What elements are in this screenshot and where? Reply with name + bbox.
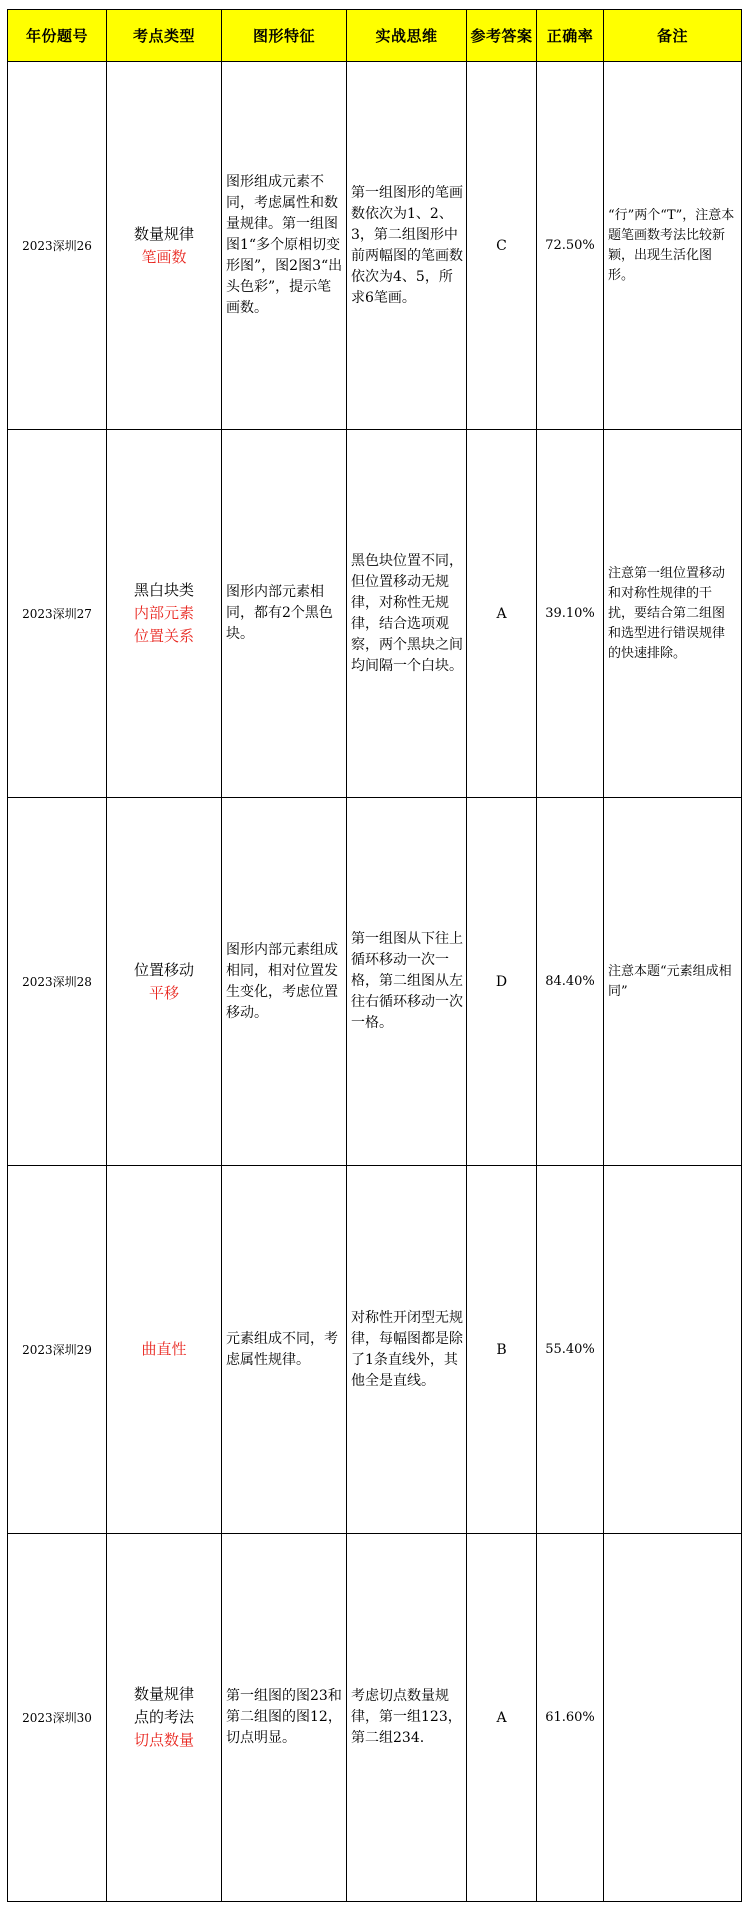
header-figure-feature: 图形特征 bbox=[222, 10, 347, 62]
cell-practical-thinking: 第一组图从下往上循环移动一次一格，第二组图从左往右循环移动一次一格。 bbox=[347, 798, 467, 1166]
table-row bbox=[8, 798, 742, 1166]
table-row bbox=[8, 1534, 742, 1902]
cell-accuracy: 55.40% bbox=[537, 1166, 604, 1534]
cell-reference-answer: D bbox=[467, 798, 537, 1166]
cell-notes bbox=[604, 1534, 742, 1902]
cell-topic-type bbox=[107, 430, 222, 798]
cell-notes bbox=[604, 1166, 742, 1534]
cell-practical-thinking: 对称性开闭型无规律，每幅图都是除了1条直线外，其他全是直线。 bbox=[347, 1166, 467, 1534]
header-reference-answer: 参考答案 bbox=[467, 10, 537, 62]
table-row bbox=[8, 1166, 742, 1534]
header-notes: 备注 bbox=[604, 10, 742, 62]
cell-topic-type bbox=[107, 1166, 222, 1534]
topic-keyword-highlight: 笔画数 bbox=[141, 247, 187, 266]
topic-keyword-highlight: 内部元素 bbox=[133, 604, 194, 622]
cell-reference-answer: A bbox=[467, 430, 537, 798]
header-year-question: 年份题号 bbox=[8, 10, 107, 62]
cell-reference-answer: C bbox=[467, 62, 537, 430]
cell-reference-answer: A bbox=[467, 1534, 537, 1902]
cell-practical-thinking: 考虑切点数量规律，第一组123，第二组234. bbox=[347, 1534, 467, 1902]
header-topic-type: 考点类型 bbox=[107, 10, 222, 62]
cell-figure-feature: 图形组成元素不同，考虑属性和数量规律。第一组图图1“多个原相切变形图”，图2图3“出头色彩”，提示笔画数。 bbox=[222, 62, 347, 430]
cell-figure-feature: 元素组成不同，考虑属性规律。 bbox=[222, 1166, 347, 1534]
cell-year-question: 2023深圳26 bbox=[8, 62, 107, 430]
cell-figure-feature: 图形内部元素相同，都有2个黑色块。 bbox=[222, 430, 347, 798]
topic-keyword-highlight: 曲直性 bbox=[141, 1340, 187, 1358]
cell-practical-thinking: 第一组图形的笔画数依次为1、2、3，第二组图形中前两幅图的笔画数依次为4、5，所求6笔画。 bbox=[347, 62, 467, 430]
cell-year-question: 2023深圳30 bbox=[8, 1534, 107, 1902]
topic-keyword-highlight: 平移 bbox=[148, 983, 179, 1002]
topic-category: 黑白块类 bbox=[133, 581, 194, 599]
cell-accuracy: 61.60% bbox=[537, 1534, 604, 1902]
cell-year-question: 2023深圳27 bbox=[8, 430, 107, 798]
header-row bbox=[8, 10, 742, 62]
cell-notes: 注意第一组位置移动和对称性规律的干扰，要结合第二组图和选型进行错误规律的快速排除。 bbox=[604, 430, 742, 798]
header-accuracy: 正确率 bbox=[537, 10, 604, 62]
topic-category: 数量规律 bbox=[133, 224, 194, 243]
cell-reference-answer: B bbox=[467, 1166, 537, 1534]
cell-figure-feature: 图形内部元素组成相同，相对位置发生变化，考虑位置移动。 bbox=[222, 798, 347, 1166]
cell-year-question: 2023深圳29 bbox=[8, 1166, 107, 1534]
exam-analysis-table bbox=[7, 9, 742, 1902]
topic-category: 位置移动 bbox=[133, 960, 194, 979]
cell-year-question: 2023深圳28 bbox=[8, 798, 107, 1166]
topic-category: 数量规律 bbox=[133, 1685, 194, 1703]
topic-category: 点的考法 bbox=[133, 1708, 194, 1726]
cell-topic-type bbox=[107, 62, 222, 430]
table-row bbox=[8, 430, 742, 798]
cell-topic-type bbox=[107, 798, 222, 1166]
cell-accuracy: 84.40% bbox=[537, 798, 604, 1166]
cell-figure-feature: 第一组图的图23和第二组图的图12，切点明显。 bbox=[222, 1534, 347, 1902]
topic-keyword-highlight: 切点数量 bbox=[133, 1731, 194, 1749]
cell-topic-type bbox=[107, 1534, 222, 1902]
cell-practical-thinking: 黑色块位置不同，但位置移动无规律，对称性无规律，结合选项观察，两个黑块之间均间隔一个白块。 bbox=[347, 430, 467, 798]
cell-accuracy: 72.50% bbox=[537, 62, 604, 430]
cell-accuracy: 39.10% bbox=[537, 430, 604, 798]
topic-keyword-highlight: 位置关系 bbox=[133, 627, 194, 645]
cell-notes: “行”两个“T”，注意本题笔画数考法比较新颖，出现生活化图形。 bbox=[604, 62, 742, 430]
table-row bbox=[8, 62, 742, 430]
cell-notes: 注意本题“元素组成相同” bbox=[604, 798, 742, 1166]
header-practical-thinking: 实战思维 bbox=[347, 10, 467, 62]
